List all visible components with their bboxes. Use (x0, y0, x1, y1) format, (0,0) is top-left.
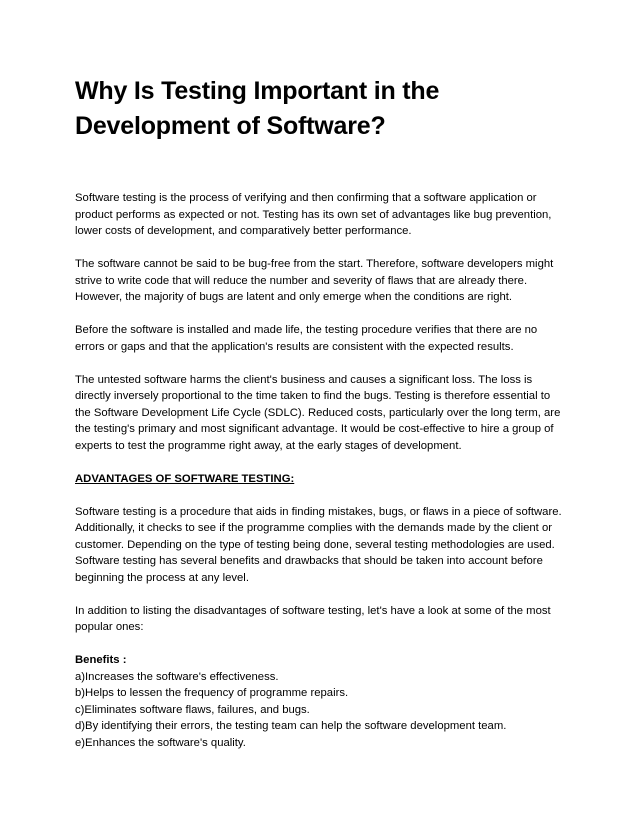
bug-free-paragraph: The software cannot be said to be bug-free from the start. Therefore, software developers might strive to write code that will reduce the number and severity of flaws that are already there. However, the majority of bugs are latent and only emerge when the conditions are right. (75, 258, 554, 303)
page-title: Why Is Testing Important in the Development of Software? (75, 77, 440, 140)
benefits-heading: Benefits : (75, 654, 127, 666)
untested-software-paragraph: The untested software harms the client's business and causes a significant loss. The loss is directly inversely proportional to the time taken to find the bugs. Testing is therefore essential to the Software Development Life Cycle (SDLC). Reduced costs, particularly over the long term, are the testing's primary and most significant advantage. It would be cost-effective to hire a group of experts to test the programme right away, at the early stages of development. (75, 373, 561, 452)
benefits-list (75, 669, 567, 752)
list-item: b)Helps to lessen the frequency of programme repairs. (75, 687, 349, 699)
testing-procedure-paragraph: Before the software is installed and made life, the testing procedure verifies that there are no errors or gaps and that the application's results are consistent with the expected results. (75, 324, 538, 353)
list-item: d)By identifying their errors, the testing team can help the software development team. (75, 720, 507, 732)
list-item: a)Increases the software's effectiveness. (75, 670, 279, 683)
intro-paragraph: Software testing is the process of verifying and then confirming that a software application or product performs as expected or not. Testing has its own set of advantages like bug prevention, lower costs of development, and comparatively better performance. (75, 192, 552, 237)
advantages-heading: ADVANTAGES OF SOFTWARE TESTING: (75, 472, 295, 485)
list-item: e)Enhances the software's quality. (75, 736, 246, 749)
advantages-paragraph: Software testing is a procedure that aids in finding mistakes, bugs, or flaws in a piece of software. Additionally, it checks to see if the programme complies with the demands made by the client or customer. Depending on the type of testing being done, several testing methodologies are used. Software testing has several benefits and drawbacks that should be taken into account before beginning the process at any level. (75, 505, 562, 584)
document-body (75, 190, 567, 751)
disadvantages-intro-paragraph: In addition to listing the disadvantages of software testing, let's have a look at some of the most popular ones: (75, 604, 551, 633)
list-item: c)Eliminates software flaws, failures, and bugs. (75, 703, 310, 716)
